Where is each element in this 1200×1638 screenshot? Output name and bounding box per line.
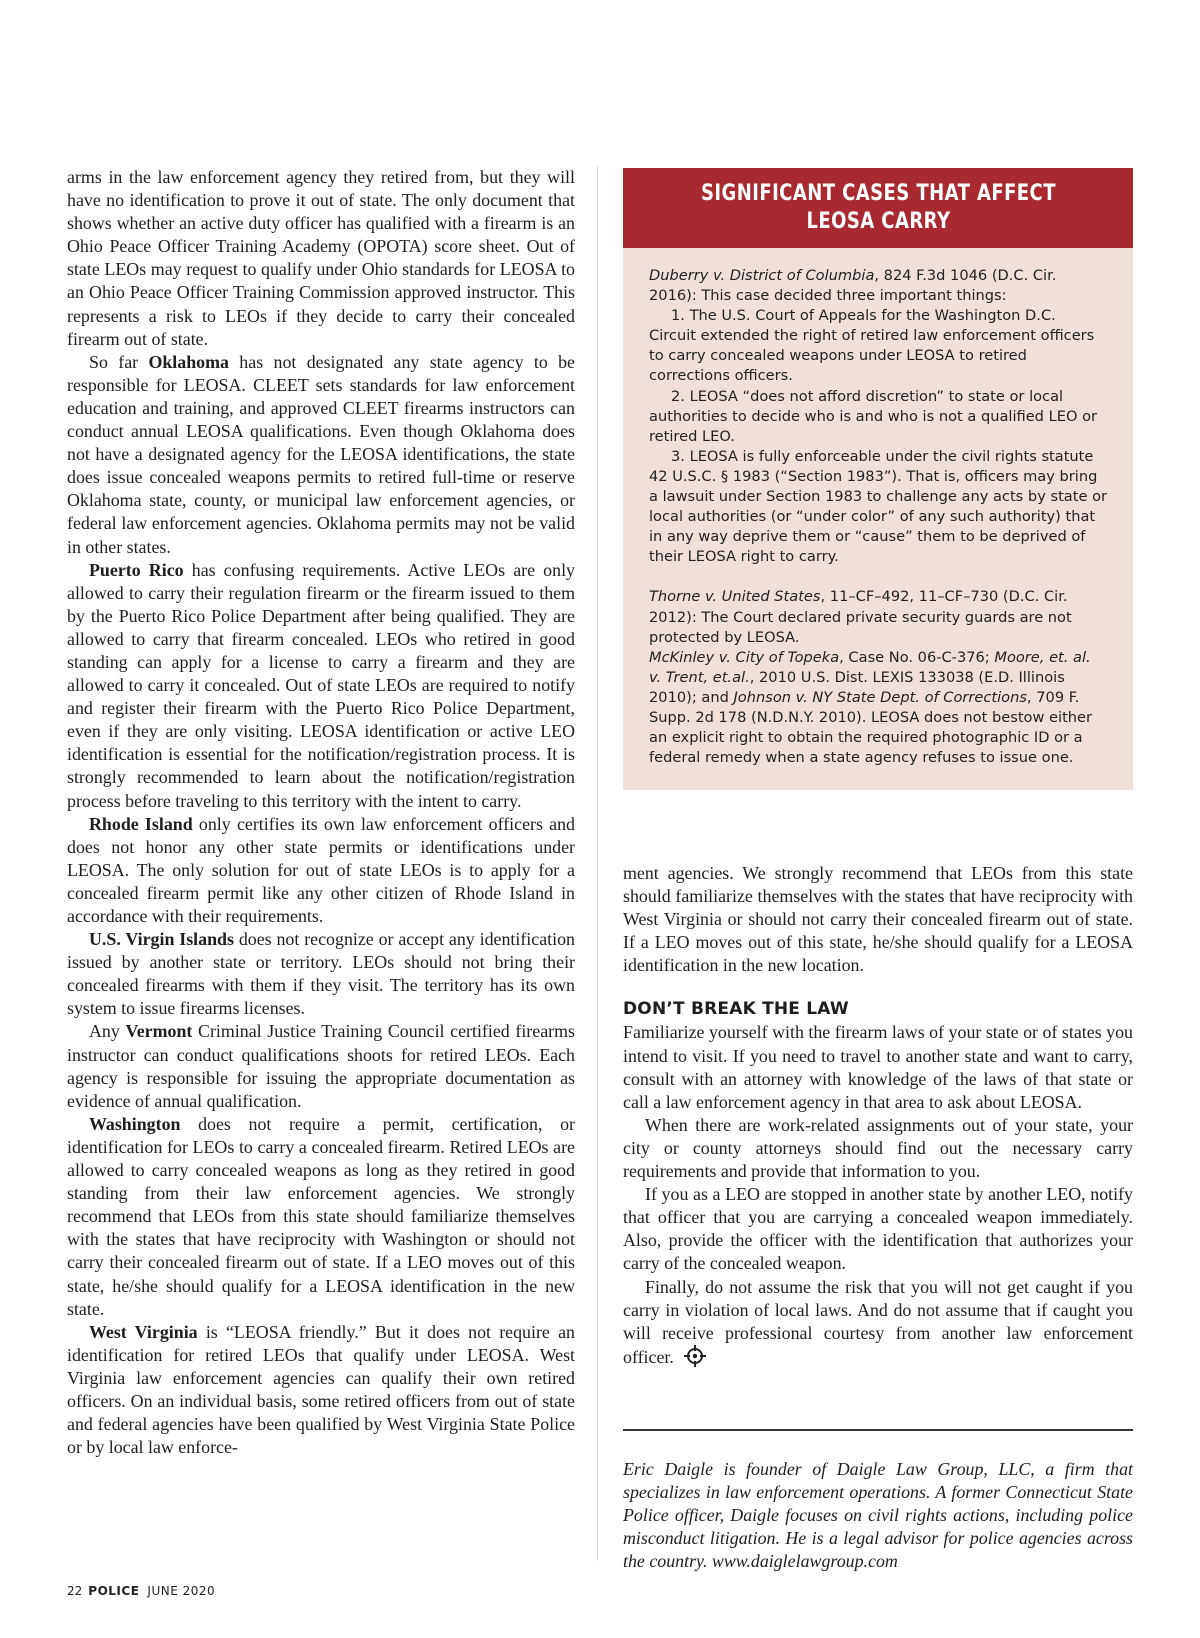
paragraph-puerto-rico: Puerto Rico has confusing requirements. Active LEOs are only allowed to carry their regulation firearm or the firearm issued to them by the Puerto Rico Police Department after being qualified. They are allowed to carry that firearm concealed. LEOs who retired in good standing can apply for a license to carry a firearm and they are allowed to carry it concealed. Out of state LEOs are required to notify and register their firearm with the Puerto Rico Police Department, even if they are only visiting. LEOSA identification or active LEO identification is essential for the notification/registration process. It is strongly recommended to learn about the notification/registration process before traveling to this territory with the intent to carry.	[67, 559, 575, 811]
paragraph-familiarize: Familiarize yourself with the firearm laws of your state or of states you intend to visit. If you need to travel to another state and want to carry, consult with an attorney with knowledge of the laws of that state or call a law enforcement agency in that area to ask about LEOSA.	[623, 1022, 1133, 1112]
state-name-west-virginia: West Virginia	[89, 1321, 198, 1342]
case-point-3: 3. LEOSA is fully enforceable under the civil rights statute 42 U.S.C. § 1983 (“Section 1983”). That is, officers may bring a lawsuit under Section 1983 to challenge any acts by state or local authorities (or “under color” of any such authority) that in any way deprive them or “cause” them to be deprived of their LEOSA right to carry.	[649, 447, 1108, 566]
paragraph-finally: Finally, do not assume the risk that you will not get caught if you carry in violation of local laws. And do not assume that if caught you will receive professional courtesy from another law enforcement officer.	[623, 1276, 1133, 1367]
crosshair-icon	[684, 1345, 706, 1367]
paragraph-west-virginia: West Virginia is “LEOSA friendly.” But it does not require an identification for retired LEOs that qualify under LEOSA. West Virginia law enforcement agencies can qualify their own retired officers. On an individual basis, some retired officers from out of state and federal agencies have been qualified by West Virginia State Police or by local law enforce-	[67, 1321, 575, 1458]
magazine-name: POLICE	[88, 1584, 140, 1598]
case-name: Moore, et. al. v. Trent, et.al.	[649, 648, 1091, 686]
state-name-puerto-rico: Puerto Rico	[89, 559, 184, 580]
case-duberry: Duberry v. District of Columbia, 824 F.3d 1046 (D.C. Cir. 2016): This case decided three important things:	[649, 267, 1057, 305]
case-thorne: Thorne v. United States, 11–CF–492, 11–CF–730 (D.C. Cir. 2012): The Court declared private security guards are not protected by LEOSA.	[649, 588, 1072, 646]
case-name: Duberry v. District of Columbia	[649, 267, 875, 284]
paragraph-oklahoma: So far Oklahoma has not designated any state agency to be responsible for LEOSA. CLEET sets standards for law enforcement education and training, and approved CLEET firearms instructors can conduct annual LEOSA qualifications. Even though Oklahoma does not have a designated agency for the LEOSA identifications, the state does issue concealed weapons permits to retired full-time or reserve Oklahoma state, county, or municipal law enforcement agencies, or federal law enforcement agencies. Oklahoma permits may not be valid in other states.	[67, 351, 575, 557]
bio-divider	[623, 1429, 1133, 1431]
sidebar-title: SIGNIFICANT CASES THAT AFFECT LEOSA CARRY	[700, 181, 1056, 234]
paragraph-washington: Washington does not require a permit, certification, or identification for LEOs to carry a concealed firearm. Retired LEOs are allowed to carry concealed weapons as long as they retired in good standing from their law enforcement agencies. We strongly recommend that LEOs from this state should familiarize themselves with the states that have reciprocity with Washington or should not carry their concealed firearm out of state. If a LEO moves out of this state, he/she should qualify for a LEOSA identification in the new state.	[67, 1113, 575, 1319]
state-name-washington: Washington	[89, 1113, 181, 1134]
state-name-vermont: Vermont	[125, 1021, 193, 1042]
paragraph-work-assignments: When there are work-related assignments out of your state, your city or county attorneys should find out the necessary carry requirements and provide that information to you.	[623, 1114, 1133, 1182]
state-name-oklahoma: Oklahoma	[148, 351, 229, 372]
case-point-2: 2. LEOSA “does not afford discretion” to state or local authorities to decide who is and who is not a qualified LEO or retired LEO.	[649, 387, 1097, 445]
case-mckinley: McKinley v. City of Topeka, Case No. 06-C-376; Moore, et. al. v. Trent, et.al., 2010 U.S. Dist. LEXIS 133038 (E.D. Illinois 2010); and Johnson v. NY State Dept. of Corrections, 709 F. Supp. 2d 178 (N.D.N.Y. 2010). LEOSA does not bestow either an explicit right to obtain the required photographic ID or a federal remedy when a state agency refuses to issue one.	[649, 648, 1093, 767]
case-point-1: 1. The U.S. Court of Appeals for the Washington D.C. Circuit extended the right of retired law enforcement officers to carry concealed weapons under LEOSA to retired corrections officers.	[649, 307, 1095, 385]
state-name-virgin-islands: U.S. Virgin Islands	[89, 929, 234, 950]
author-bio: Eric Daigle is founder of Daigle Law Group, LLC, a firm that specializes in law enforcement operations. A former Connecticut State Police officer, Daigle focuses on civil rights actions, including police misconduct litigation. He is a legal advisor for police agencies across the country. www.daiglelawgroup.com	[623, 1458, 1133, 1572]
sidebar-header	[623, 168, 1133, 248]
paragraph-virgin-islands: U.S. Virgin Islands does not recognize or accept any identification issued by another state or territory. LEOs should not bring their concealed firearms with them if they visit. The territory has its own system to issue firearms licenses.	[67, 929, 575, 1019]
page-footer	[67, 1583, 215, 1599]
sidebar-box	[623, 168, 1133, 790]
paragraph-rhode-island: Rhode Island only certifies its own law enforcement officers and does not honor any other state permits or identifications under LEOSA. The only solution for out of state LEOs is to apply for a concealed firearm permit like any other citizen of Rhode Island in accordance with their requirements.	[67, 813, 576, 926]
paragraph-ohio: arms in the law enforcement agency they retired from, but they will have no identification to prove it out of state. The only document that shows whether an active duty officer has qualified with a firearm is an Ohio Peace Officer Training Academy (OPOTA) score sheet. Out of state LEOs may request to qualify under Ohio standards for LEOSA to an Ohio Peace Officer Training Commission approved instructor. This represents a risk to LEOs if they decide to carry their concealed firearm out of state.	[67, 167, 575, 349]
state-name-rhode-island: Rhode Island	[89, 813, 193, 834]
page-number: 22	[67, 1584, 83, 1598]
case-name: Thorne v. United States	[649, 588, 821, 606]
paragraph-west-virginia-cont: ment agencies. We strongly recommend that LEOs from this state should familiarize themselves with the states that have reciprocity with West Virginia or should not carry their concealed firearm out of state. If a LEO moves out of this state, he/she should qualify for a LEOSA identification in the new location.	[623, 863, 1133, 976]
issue-date: JUNE 2020	[147, 1584, 216, 1598]
right-column	[623, 862, 1133, 1369]
case-name: Johnson v. NY State Dept. of Corrections	[733, 688, 1027, 706]
column-divider	[597, 166, 598, 1561]
sidebar-body	[623, 248, 1133, 790]
paragraph-stopped: If you as a LEO are stopped in another state by another LEO, notify that officer that you are carrying a concealed weapon immediately. Also, provide the officer with the identification that authorizes your carry of the concealed weapon.	[623, 1184, 1133, 1274]
paragraph-vermont: Any Vermont Criminal Justice Training Council certified firearms instructor can conduct qualifications shoots for retired LEOs. Each agency is responsible for issuing the appropriate documentation as evidence of annual qualification.	[67, 1021, 575, 1111]
case-name: McKinley v. City of Topeka	[649, 648, 840, 666]
section-heading: DON’T BREAK THE LAW	[623, 999, 849, 1020]
left-column	[67, 166, 575, 1459]
